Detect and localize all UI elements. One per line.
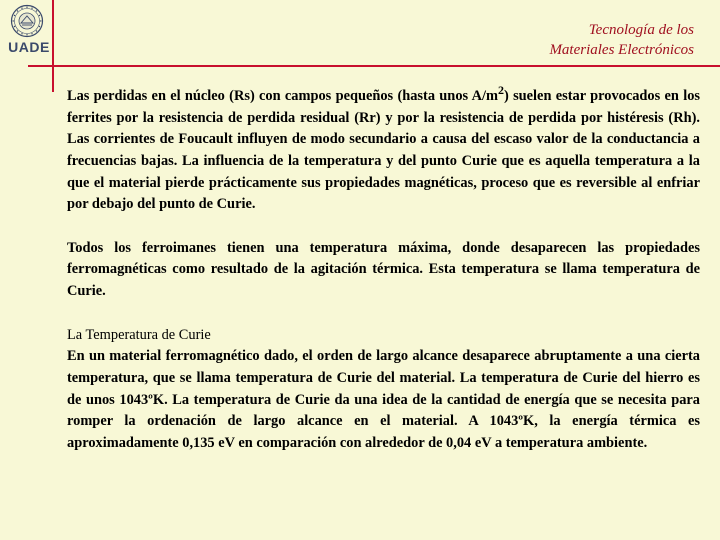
course-title	[394, 20, 694, 60]
paragraph-core-losses	[67, 80, 700, 216]
paragraph-curie-temperature: En un material ferromagnético dado, el orden de largo alcance desaparece abruptamente a una cierta temperatura, que se llama temperatura de Curie del material. La temperatura de Curie del hierro es de unos 1043ºK. La temperatura de Curie da una idea de la cantidad de energía que se necesita para romper la ordenación de largo alcance en el material. A 1043ºK, la energía térmica es aproximadamente 0,135 eV en comparación con alrededor de 0,04 eV a temperatura ambiente.	[67, 348, 700, 452]
section-heading: La Temperatura de Curie	[67, 326, 211, 343]
uade-logo	[6, 4, 48, 62]
vertical-divider	[52, 0, 54, 92]
course-title-line-2: Materiales Electrónicos	[549, 42, 694, 58]
logo-text: UADE	[8, 39, 50, 55]
seal-icon	[10, 4, 44, 38]
superscript-exponent: 2	[497, 83, 504, 97]
paragraph-core-losses-part-1: Las perdidas en el núcleo (Rs) con campos pequeños (hasta unos A/m	[67, 87, 498, 104]
paragraph-core-losses-part-2: ) suelen estar provocados en los ferrites por la resistencia de perdida residual (Rr) y por la resistencia de perdida por histéresis (Rh). Las corrientes de Foucault influyen de modo secundario a causa del escaso valor de la conductancia a frecuencias bajas. La influencia de la temperatura y del punto Curie que es aquella temperatura a la que el material pierde prácticamente sus propiedades magnéticas, proceso que es reversible al enfriar por debajo del punto de Curie.	[67, 87, 700, 213]
course-title-line-1: Tecnología de los	[588, 22, 694, 38]
paragraph-max-temperature: Todos los ferroimanes tienen una temperatura máxima, donde desaparecen las propiedades ferromagnéticas como resultado de la agitación térmica. Esta temperatura se llama temperatura de Curie.	[67, 239, 700, 300]
horizontal-divider	[28, 65, 720, 67]
slide-content	[67, 80, 700, 455]
curie-section	[67, 325, 700, 455]
